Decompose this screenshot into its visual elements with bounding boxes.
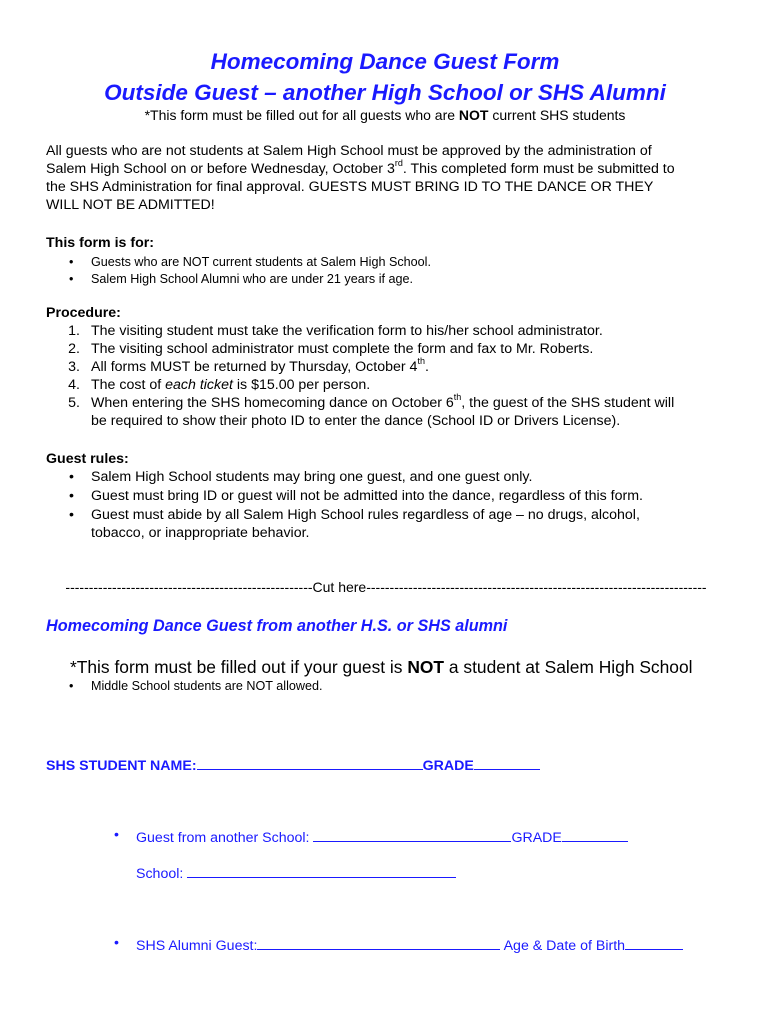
cut-line: -----------------------------------------------------Cut here-------------------------------------------------------------------------: [65, 579, 707, 595]
bullet-icon: •: [69, 679, 74, 693]
procedure-heading: Procedure:: [46, 305, 121, 321]
guest-school-label: Guest from another School:: [136, 830, 314, 846]
procedure-step-5-continued: be required to show their photo ID to enter the dance (School ID or Drivers License).: [91, 413, 621, 429]
school-row: [136, 862, 456, 883]
student-name-label: SHS STUDENT NAME:: [46, 758, 197, 774]
guest-grade-field[interactable]: [562, 826, 628, 842]
intro-paragraph-line-1: All guests who are not students at Salem High School must be approved by the administration of: [46, 143, 652, 159]
bullet-icon: •: [114, 935, 119, 951]
school-field[interactable]: [187, 862, 456, 878]
intro-note: *This form must be filled out for all guests who are NOT current SHS students: [144, 107, 626, 123]
alumni-label: SHS Alumni Guest:: [136, 938, 258, 954]
alumni-name-field[interactable]: [257, 934, 500, 950]
age-dob-field[interactable]: [625, 934, 683, 950]
bullet-icon: •: [69, 507, 74, 523]
form-for-heading: This form is for:: [46, 235, 154, 251]
guest-rule-3-continued: tobacco, or inappropriate behavior.: [91, 525, 310, 541]
bullet-icon: •: [69, 255, 74, 269]
intro-paragraph-line-3: the SHS Administration for final approval. GUESTS MUST BRING ID TO THE DANCE OR THEY: [46, 179, 654, 195]
intro-paragraph-line-4: WILL NOT BE ADMITTED!: [46, 197, 215, 213]
cut-here-label: Cut here: [312, 579, 367, 595]
age-dob-label: Age & Date of Birth: [500, 938, 626, 954]
page-subtitle: Outside Guest – another High School or SHS Alumni: [104, 80, 666, 105]
form-note: *This form must be filled out if your guest is NOT a student at Salem High School: [70, 657, 693, 677]
grade-label: GRADE: [422, 758, 474, 774]
intro-paragraph-line-2: Salem High School on or before Wednesday, October 3rd. This completed form must be submitted to: [46, 158, 675, 177]
guest-name-field[interactable]: [313, 826, 511, 842]
guest-grade-label: GRADE: [511, 830, 562, 846]
student-name-row: [46, 753, 540, 775]
page-title: Homecoming Dance Guest Form: [210, 49, 560, 74]
grade-field[interactable]: [474, 753, 540, 770]
bullet-icon: •: [69, 272, 74, 286]
student-name-field[interactable]: [197, 753, 423, 770]
bullet-icon: •: [69, 488, 74, 504]
guest-rules-heading: Guest rules:: [46, 451, 129, 467]
bullet-icon: •: [69, 469, 74, 485]
school-label: School:: [136, 866, 188, 882]
form-heading: Homecoming Dance Guest from another H.S. or SHS alumni: [46, 617, 508, 635]
bullet-icon: •: [114, 827, 119, 843]
